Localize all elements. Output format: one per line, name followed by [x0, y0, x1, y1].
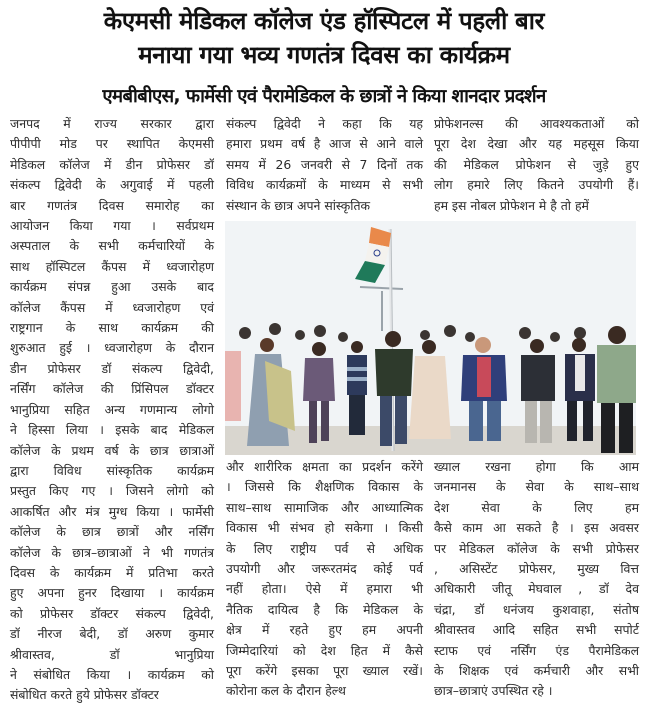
text-line: अस्पताल के सभी कर्मचारियों के: [10, 238, 214, 254]
text-line: कॉलेज के छात्र छात्रों और नर्सिंग: [10, 524, 214, 540]
text-line: कैसे काम आ सकते है । इस अवसर: [434, 520, 639, 536]
text-line: के शिक्षक एवं कर्मचारी और सभी: [434, 663, 639, 679]
text-line: डॉ नीरज बेदी, डॉ अरुण कुमार: [10, 626, 214, 642]
text-line: साथ–साथ सामाजिक और आध्यात्मिक: [226, 499, 423, 515]
text-line: पर मेडिकल कॉलेज के सभी प्रोफेसर: [434, 540, 639, 556]
text-line: शुरुआत हुई । ध्वजारोहण के दौरान: [10, 340, 214, 356]
text-line: जनमानस के सेवा के साथ–साथ: [434, 479, 639, 495]
text-line: समय में 26 जनवरी से 7 दिनों तक: [226, 156, 423, 172]
text-line: कोरोना कल के दौरान हेल्थ: [226, 683, 346, 699]
headline-line-2: मनाया गया भव्य गणतंत्र दिवस का कार्यक्रम: [138, 41, 510, 69]
column-1-text: [10, 114, 214, 706]
text-line: देश सेवा के लिए हम: [434, 499, 639, 515]
text-line: भानुप्रिया सहित अन्य गणमान्य लोगो: [10, 401, 214, 417]
text-line: संकल्प द्विवेदी के अगुवाई में पहली: [10, 177, 214, 193]
text-line: नर्सिंग कॉलेज की प्रिंसिपल डॉक्टर: [10, 381, 214, 397]
text-line: डीन प्रोफेसर डॉ संकल्प द्विवेदी,: [10, 360, 214, 376]
text-line: छात्र–छात्राएं उपस्थित रहे ।: [434, 683, 553, 699]
text-line: नहीं होता। ऐसे में हमारा भी: [226, 581, 423, 597]
text-line: हम इस नोबल प्रोफेशन मे है तो हमें: [434, 197, 589, 213]
text-line: , असिस्टेंट प्रोफेसर, मुख्य वित्त: [434, 561, 639, 577]
column-2-top-text: [226, 114, 423, 216]
text-line: ने हिस्सा लिया । इसके बाद मेडिकल: [10, 422, 214, 438]
text-line: ख्याल रखना होगा कि आम: [434, 459, 639, 474]
text-line: संस्थान के छात्र अपने सांस्कृतिक: [226, 197, 371, 213]
text-line: पीपीपी मोड पर स्थापित केएमसी: [10, 136, 214, 152]
text-line: प्रोफेशनल्स की आवश्यकताओं को: [434, 116, 639, 131]
text-line: पूरा करेंगे इसका पूरा ख्याल रखें।: [226, 663, 423, 679]
text-line: संबोधित करते हुये प्रोफेसर डॉक्टर: [10, 687, 159, 703]
text-line: की मेडिकल प्रोफेशन से जुड़े हुए: [434, 156, 639, 172]
text-line: लोग हमारे लिए कितने उपयोगी हैं।: [434, 177, 639, 193]
text-line: पूरा देश देखा और यह महसूस किया: [434, 136, 639, 152]
photo-illustration: [225, 221, 636, 455]
text-line: दिवस के कार्यक्रम में प्रतिभा करते: [10, 564, 214, 580]
text-line: राष्ट्रगान के साथ कार्यक्रम की: [10, 320, 214, 336]
text-line: क्षेत्र में रहते हुए हम अपनी: [226, 622, 423, 638]
text-line: कॉलेज के छात्र–छात्राओं ने भी गणतंत्र: [10, 544, 214, 560]
text-line: मेडिकल कॉलेज में डीन प्रोफेसर डॉ: [10, 156, 214, 172]
text-line: के लिए राष्ट्रीय पर्व से अधिक: [226, 540, 423, 556]
text-line: स्टाफ एवं नर्सिंग एंड पैरामेडिकल: [434, 642, 639, 658]
event-photo: [225, 221, 636, 455]
text-line: कॉलेज के प्रथम वर्ष के छात्र छात्राओं: [10, 442, 214, 458]
text-line: जनपद में राज्य सरकार द्वारा: [10, 116, 214, 131]
text-line: संकल्प द्विवेदी ने कहा कि यह: [226, 116, 423, 131]
text-line: आकर्षित और मंत्र मुग्ध किया । फार्मेसी: [10, 503, 214, 519]
text-line: अधिकारी जीतू मेघवाल , डॉ देव: [434, 581, 639, 597]
headline: [0, 4, 648, 72]
column-3-top-text: [434, 114, 639, 216]
text-line: कार्यक्रम संपन्न हुआ उसके बाद: [10, 279, 214, 295]
subheadline: एमबीबीएस, फार्मेसी एवं पैरामेडिकल के छात्रों ने किया शानदार प्रदर्शन: [102, 86, 546, 107]
text-line: और शारीरिक क्षमता का प्रदर्शन करेंगे: [226, 459, 423, 474]
text-line: । जिससे कि शैक्षणिक विकास के: [226, 479, 423, 495]
text-line: चंद्रा, डॉ धनंजय कुशवाहा, संतोष: [434, 601, 639, 617]
text-line: हुए अपना हुनर दिखाया । कार्यक्रम: [10, 585, 214, 601]
column-2-bottom-text: [226, 457, 423, 702]
text-line: विकास भी संभव हो सकेगा । किसी: [226, 520, 423, 536]
text-line: आयोजन किया गया । सर्वप्रथम: [10, 218, 214, 234]
text-line: साथ हॉस्पिटल कैंपस में ध्वजारोहण: [10, 258, 214, 274]
text-line: उपयोगी और जरूरतमंद कोई पर्व: [226, 561, 423, 577]
headline-line-1: केएमसी मेडिकल कॉलेज एंड हॉस्पिटल में पहली बार: [103, 7, 545, 35]
column-3-bottom-text: [434, 457, 639, 702]
text-line: कॉलेज कैंपस में ध्वजारोहण एवं: [10, 299, 214, 315]
text-line: को प्रोफेसर डॉक्टर संकल्प द्विवेदी,: [10, 605, 214, 621]
text-line: बार गणतंत्र दिवस समारोह का: [10, 197, 214, 213]
text-line: जिम्मेदारियां को देश हित में कैसे: [226, 642, 423, 658]
text-line: नैतिक दायित्व है कि मेडिकल के: [226, 601, 423, 617]
text-line: श्रीवास्तव, डॉ भानुप्रिया: [10, 646, 214, 662]
text-line: ने संबोधित किया । कार्यक्रम को: [10, 666, 214, 682]
text-line: हमारा प्रथम वर्ष है आज से आने वाले: [226, 136, 423, 152]
text-line: द्वारा विविध सांस्कृतिक कार्यक्रम: [10, 462, 214, 478]
text-line: श्रीवास्तव आदि सहित सभी सपोर्ट: [434, 622, 639, 638]
text-line: प्रस्तुत किए गए । जिसने लोगो को: [10, 483, 214, 499]
text-line: विविध कार्यक्रमों के माध्यम से सभी: [226, 177, 423, 193]
